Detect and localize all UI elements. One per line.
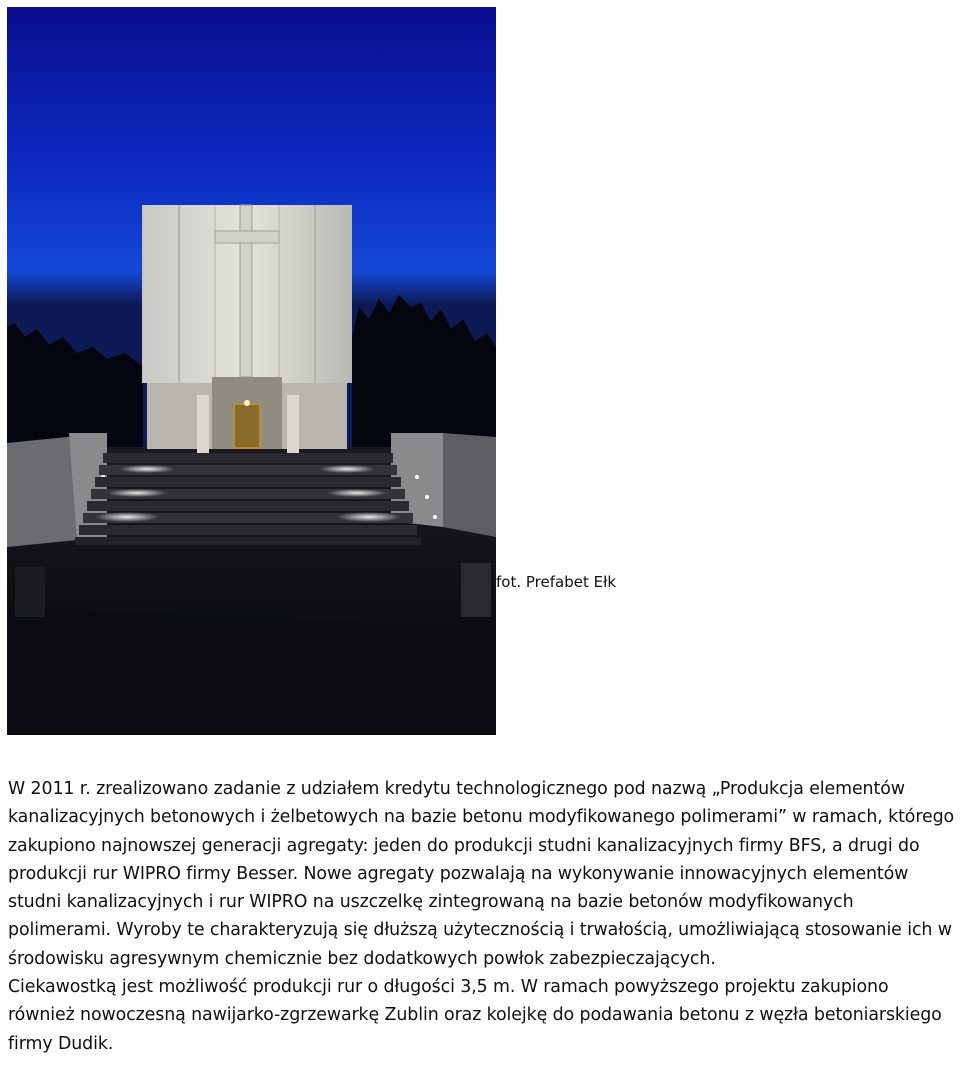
- photo-caption: fot. Prefabet Ełk: [496, 573, 617, 591]
- monument-photo: [7, 7, 496, 735]
- article-text: [8, 775, 960, 1058]
- article-paragraph-1: W 2011 r. zrealizowano zadanie z udziałem kredytu technologicznego pod nazwą „Produkcja elementów kanalizacyjnych betonowych i żelbetowych na bazie betonu modyfikowanego polimerami” w ramach, którego zakupiono najnowszej generacji agregaty: jeden do produkcji studni kanalizacyjnych firmy BFS, a drugi do produkcji rur WIPRO firmy Besser. Nowe agregaty pozwalają na wykonywanie innowacyjnych elementów studni kanalizacyjnych i rur WIPRO na uszczelkę zintegrowaną na bazie betonów modyfikowanych polimerami. Wyroby te charakteryzują się dłuższą użytecznością i trwałością, umożliwiającą stosowanie ich w środowisku agresywnym chemicznie bez dodatkowych powłok zabezpieczających.: [8, 779, 955, 969]
- article-paragraph-2: Ciekawostką jest możliwość produkcji rur o długości 3,5 m. W ramach powyższego projektu zakupiono również nowoczesną nawijarko-zgrzewarkę Zublin oraz kolejkę do podawania betonu z węzła betoniarskiego firmy Dudik.: [8, 977, 942, 1054]
- monument-photo-drawing: [7, 7, 496, 735]
